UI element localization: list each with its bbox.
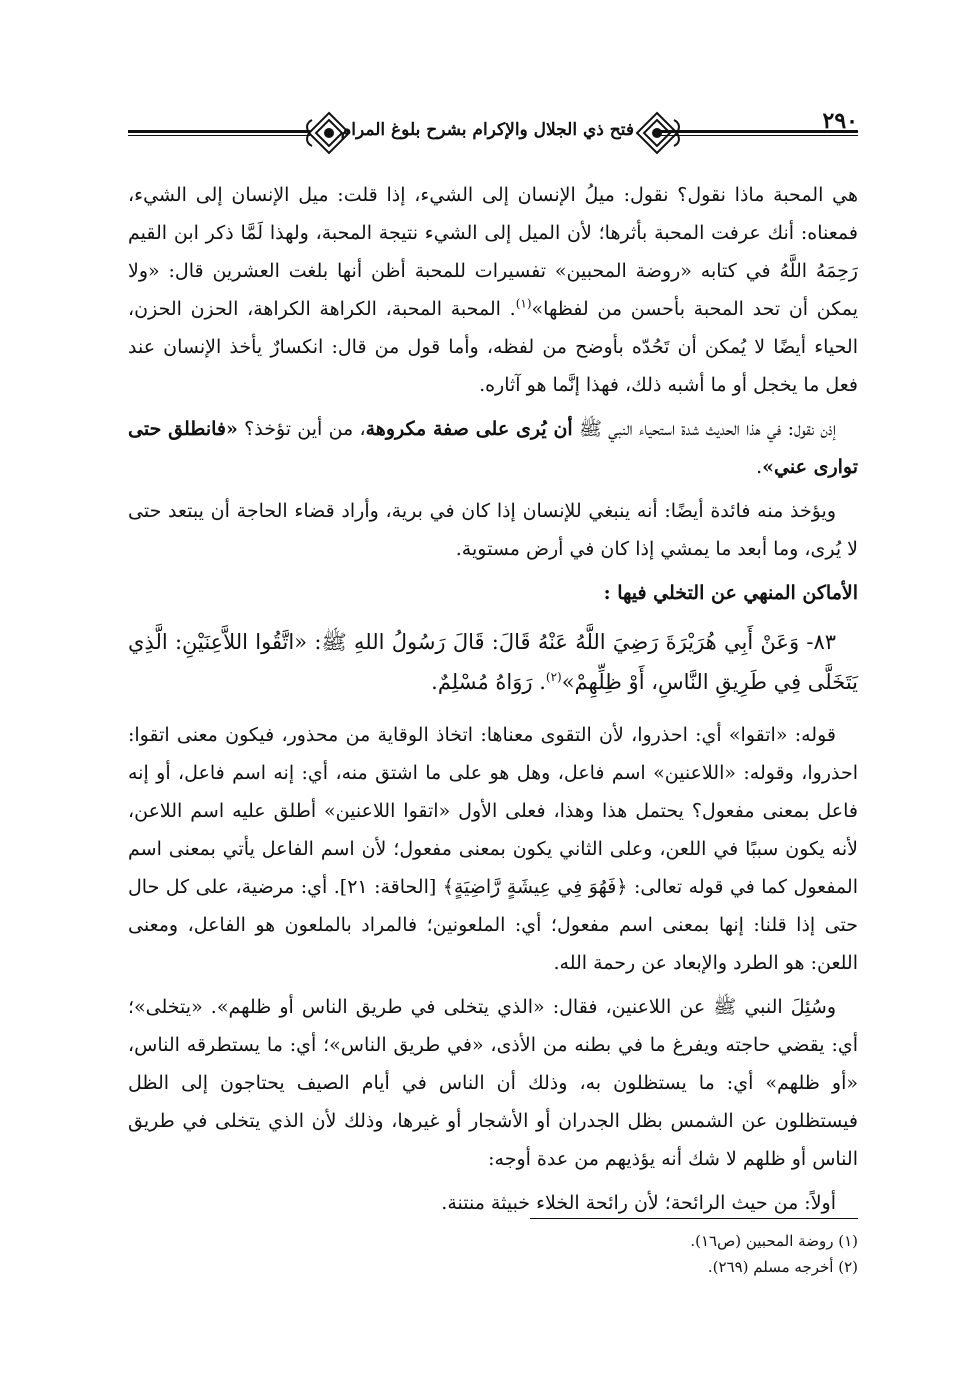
paragraph-text: إذن نقول: في هذا الحديث شدة استحياء النبي ﷺ xyxy=(572,418,837,440)
book-title: فتح ذي الجلال والإكرام بشرح بلوغ المرام xyxy=(340,120,634,140)
footnote-divider xyxy=(530,1218,858,1219)
running-header xyxy=(128,108,858,158)
hadith-text xyxy=(128,622,858,702)
paragraph: أولاً: من حيث الرائحة؛ لأن رائحة الخلاء خبيثة منتنة. xyxy=(441,1192,836,1214)
paragraph: وسُئِلَ النبي ﷺ عن اللاعنين، فقال: «الذي يتخلى في طريق الناس أو ظلهم». «يتخلى»؛ أي: يقضي حاجته ويفرغ ما في بطنه من الأذى، «في طريق الناس»؛ أي: ما يستطرقه الناس، «أو ظلهم» أي: ما يستظلون به، وذلك أن الناس في أيام الصيف يحتاجون إلى الظل فيستظلون عن الشمس بظل الجدران أو الأشجار أو غيرها، وذلك لأن الذي يتخلى في طريق الناس أو ظلهم لا شك أنه يؤذيهم من عدة أوجه: xyxy=(128,996,858,1170)
hadith-body: ٨٣- وَعَنْ أَبِي هُرَيْرَةَ رَضِيَ اللَّهُ عَنْهُ قَالَ: قَالَ رَسُولُ اللهِ ﷺ: «اتَّقُوا اللاَّعِنَيْنِ: الَّذِي يَتَخَلَّى فِي طَرِيقِ النَّاسِ، أَوْ ظِلِّهِمْ» xyxy=(128,630,858,694)
section-heading: الأماكن المنهي عن التخلي فيها : xyxy=(603,582,858,604)
paragraph xyxy=(128,410,858,486)
quote-text: «فانطلق حتى توارى عني» xyxy=(128,418,858,478)
paragraph-text: . xyxy=(756,456,763,478)
paragraph: قوله: «اتقوا» أي: احذروا، لأن التقوى معناها: اتخاذ الوقاية من محذور، فيكون معنى اتقوا: احذروا، وقوله: «اللاعنين» اسم فاعل، وهل هو على ما اشتق منه، أي: إنه اسم فاعل، أو إنه فاعل بمعنى مفعول؟ يحتمل هذا وهذا، فعلى الأول «اتقوا اللاعنين» أطلق عليه اسم اللاعن، لأنه يكون سببًا في اللعن، وعلى الثاني يكون بمعنى مفعول؛ لأن اسم الفاعل يأتي بمعنى اسم المفعول كما في قوله تعالى: ﴿فَهُوَ فِي عِيشَةٍ رَّاضِيَةٍ﴾ [الحاقة: ٢١]. أي: مرضية، على كل حال حتى إذا قلنا: إنها بمعنى اسم مفعول؛ أي: الملعونين؛ فالمراد بالملعون هو الفاعل، ومعنى اللعن: هو الطرد والإبعاد عن رحمة الله. xyxy=(128,724,858,974)
hadith-source: . رَوَاهُ مُسْلِمٌ. xyxy=(431,670,546,694)
paragraph: ويؤخذ منه فائدة أيضًا: أنه ينبغي للإنسان إذا كان في برية، وأراد قضاء الحاجة أن يبتعد حتى لا يُرى، وما أبعد ما يمشي إذا كان في أرض مستوية. xyxy=(128,500,858,560)
page-number: ٢٩٠ xyxy=(822,108,858,134)
footnote-ref[interactable]: (٢) xyxy=(545,670,562,684)
paragraph xyxy=(128,176,858,404)
emphasis-text: أن يُرى على صفة مكروهة xyxy=(365,418,573,440)
header-rule-left xyxy=(128,130,310,136)
paragraph-text: ، من أين تؤخذ؟ xyxy=(237,418,366,440)
paragraph-text: هي المحبة ماذا نقول؟ نقول: ميلُ الإنسان إلى الشيء، إذا قلت: ميل الإنسان إلى الشيء، فمعناه: أنك عرفت المحبة بأثرها؛ لأن الميل إلى الشيء نتيجة المحبة، ولهذا لَمَّا ذكر ابن القيم رَحِمَهُ اللَّهُ في كتابه «روضة المحبين» تفسيرات للمحبة أظن أنها بلغت العشرين قال: «ولا يمكن أن تحد المحبة بأحسن من لفظها» xyxy=(128,184,859,320)
main-text xyxy=(128,176,858,1228)
paragraph-text: . المحبة المحبة، الكراهة الكراهة، الحزن الحزن، الحياء أيضًا لا يُمكن أن تَحُدّه بأوضح من لفظه، وأما قول من قال: انكسارٌ يأخذ الإنسان عند فعل ما يخجل أو ما أشبه ذلك، فهذا إنَّما هو آثاره. xyxy=(128,298,858,396)
footnote-item: (٢) أخرجه مسلم (٢٦٩). xyxy=(707,1258,858,1276)
footnotes xyxy=(128,1228,858,1280)
footnote-ref[interactable]: (١) xyxy=(515,296,532,311)
footnote-item: (١) روضة المحبين (ص١٦). xyxy=(690,1232,858,1250)
